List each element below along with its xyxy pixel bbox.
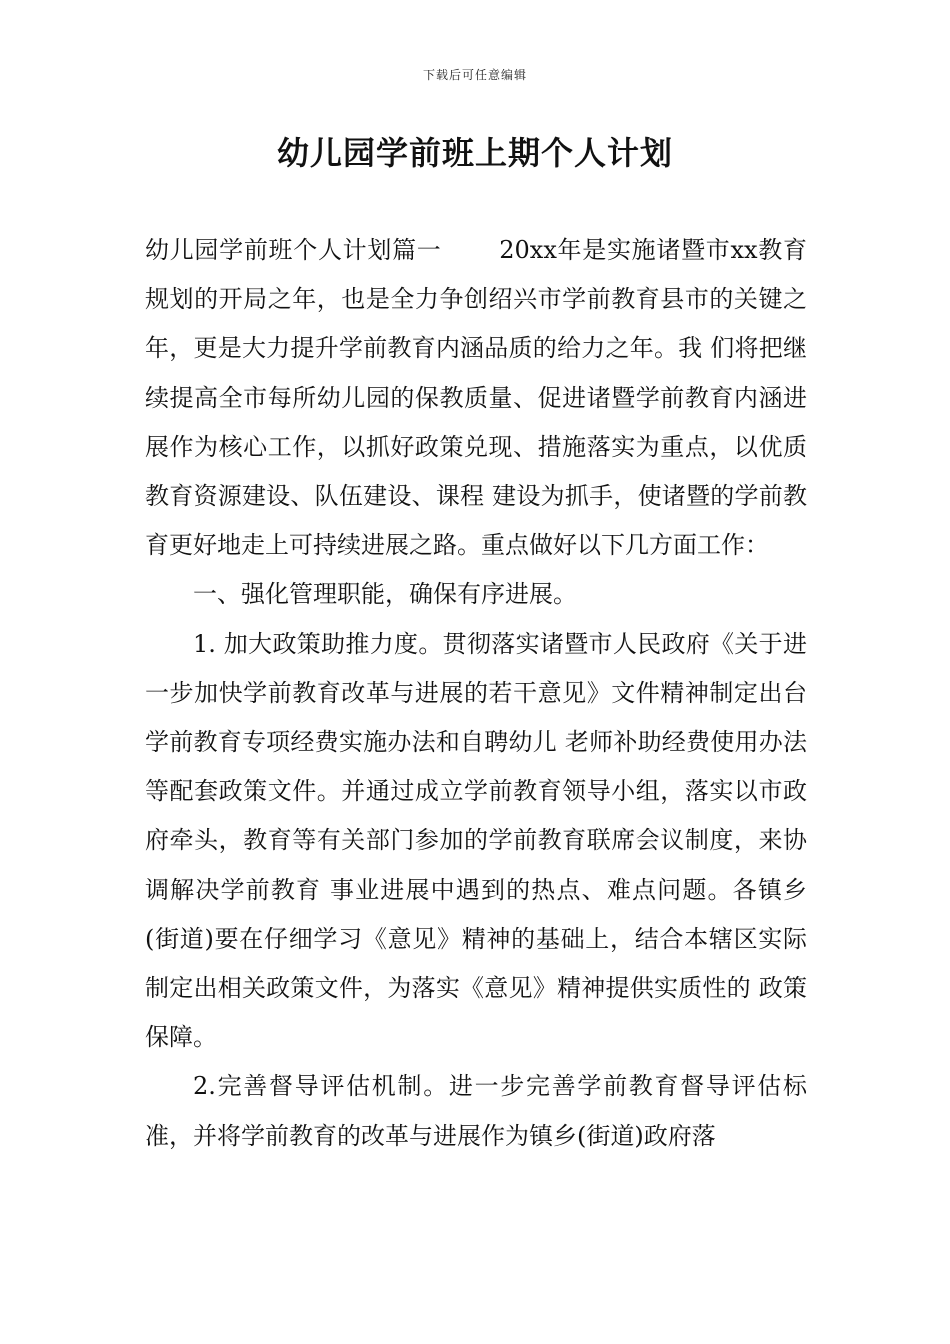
section-heading-1: 一、强化管理职能，确保有序进展。	[193, 580, 577, 609]
header-note: 下载后可任意编辑	[422, 68, 527, 82]
document-title: 幼儿园学前班上期个人计划	[276, 134, 673, 172]
paragraph-item-1: 1. 加大政策助推力度。贯彻落实诸暨市人民政府《关于进一步加快学前教育改革与进展的若干意见》文件精神制定出台学前教育专项经费实施办法和自聘幼儿 老师补助经费使用办法等配套政策文件。并通过成立学前教育领导小组，落实以市政府牵头，教育等有关部门参加的学前教育联席会议制度，来协调解决学前教育 事业进展中遇到的热点、难点问题。各镇乡(街道)要在仔细学习《意见》精神的基础上，结合本辖区实际制定出相关政策文件，为落实《意见》精神提供实质性的 政策保障。	[145, 629, 807, 1052]
paragraph-item-2: 2.完善督导评估机制。进一步完善学前教育督导评估标准，并将学前教育的改革与进展作为镇乡(街道)政府落	[145, 1072, 807, 1150]
document-body	[145, 226, 807, 1161]
paragraph-intro: 幼儿园学前班个人计划篇一 20xx年是实施诸暨市xx教育规划的开局之年，也是全力争创绍兴市学前教育县市的关键之年，更是大力提升学前教育内涵品质的给力之年。我 们将把继续提高全市每所幼儿园的保教质量、促进诸暨学前教育内涵进展作为核心工作，以抓好政策兑现、措施落实为重点，以优质教育资源建设、队伍建设、课程 建设为抓手，使诸暨的学前教育更好地走上可持续进展之路。重点做好以下几方面工作：	[145, 236, 807, 560]
